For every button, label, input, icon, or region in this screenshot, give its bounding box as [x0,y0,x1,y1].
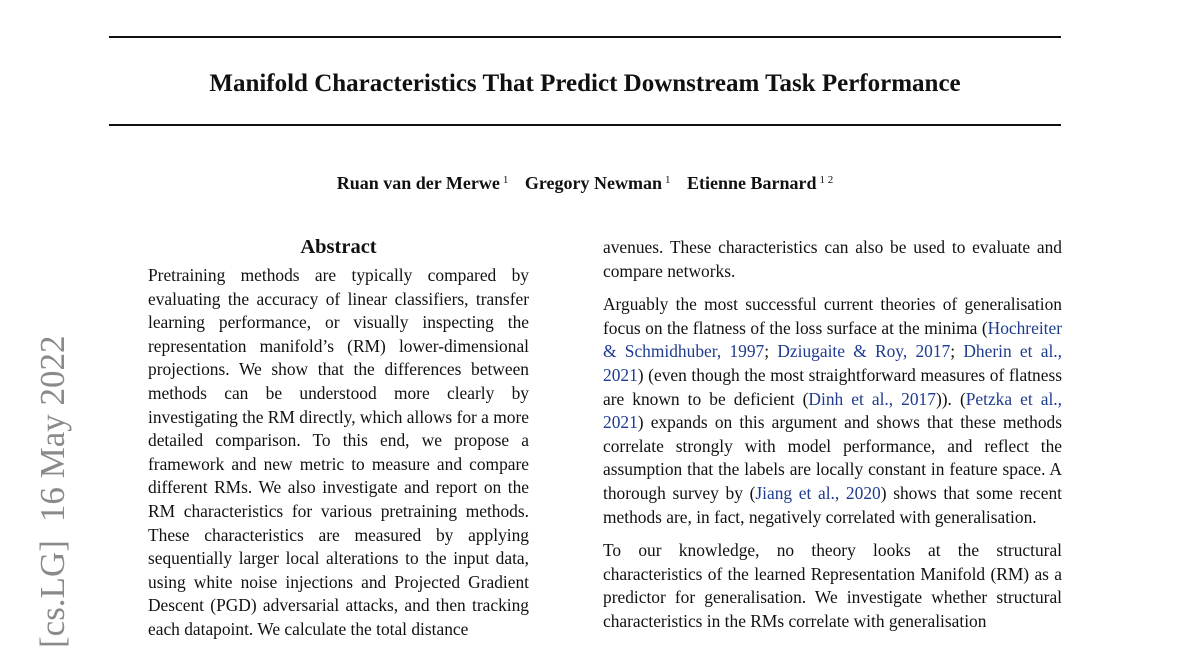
arxiv-date: 16 May 2022 [33,335,72,523]
author-affiliation: 1 [665,174,671,186]
paragraph-text: ) shows that some recent methods are, in fact, negatively correlated with generalisation. [603,482,1062,527]
abstract-column [148,234,529,642]
citation-link[interactable]: Dherin et al., 2021 [603,341,1062,385]
author [337,168,509,195]
author-list [109,168,1061,195]
abstract-heading: Abstract [300,236,377,258]
author [525,168,671,195]
citation-link[interactable]: Jiang et al., 2020 [755,482,881,503]
paragraph [603,293,1062,529]
arxiv-category: [cs.LG] [33,540,72,648]
citation-link[interactable]: Petzka et al., 2021 [603,388,1062,433]
paragraph-text: )). ( [935,388,966,409]
author-affiliation: 1 2 [819,174,834,186]
paragraph-text: ) expands on this argument and shows that these methods correlate strongly with model performance, and reflect the assumption that the labels are locally constant in feature space. A thorough survey by ( [603,412,1062,503]
paragraph-text: ; [764,341,778,362]
title-rule-bottom [109,124,1061,126]
paragraph-text: ; [950,341,964,362]
arxiv-sidebar-stamp [33,317,73,648]
author-affiliation: 1 [502,174,509,186]
citation-link[interactable]: Hochreiter & Schmidhuber, 1997 [603,317,1062,362]
author [687,168,833,195]
abstract-text: Pretraining methods are typically compared by evaluating the accuracy of linear classifiers, transfer learning performance, or visually inspecting the representation manifold’s (RM) lower-dimensional projections. We show that the differences between methods can be understood more clearly by investigating the RM directly, which allows for a more detailed comparison. To this end, we propose a framework and new metric to measure and compare different RMs. We also investigate and report on the RM characteristics for various pretraining methods. These characteristics are measured by applying sequentially larger local alterations to the input data, using white noise injections and Projected Gradient Descent (PGD) adversarial attacks, and then tracking each datapoint. We calculate the total distance [148,265,529,639]
introduction-column [603,236,1062,634]
citation-link[interactable]: Dinh et al., 2017 [808,388,936,409]
title-rule-top [109,36,1061,38]
author-name: Etienne Barnard [687,173,817,193]
paragraph-text: Arguably the most successful current theories of generalisation focus on the flatness of the loss surface at the minima ( [603,294,1062,338]
paragraph: To our knowledge, no theory looks at the structural characteristics of the learned Representation Manifold (RM) as a predictor for generalisation. We investigate whether structural characteristics in the RMs correlate with generalisation [603,540,1062,631]
paragraph-text: ) (even though the most straightforward measures of flatness are known to be deficient ( [603,364,1062,409]
paper-title: Manifold Characteristics That Predict Downstream Task Performance [209,70,961,97]
citation-link[interactable]: Dziugaite & Roy, 2017 [777,341,951,362]
author-name: Gregory Newman [524,173,663,193]
author-name: Ruan van der Merwe [336,173,500,193]
paragraph: avenues. These characteristics can also be used to evaluate and compare networks. [603,237,1062,281]
